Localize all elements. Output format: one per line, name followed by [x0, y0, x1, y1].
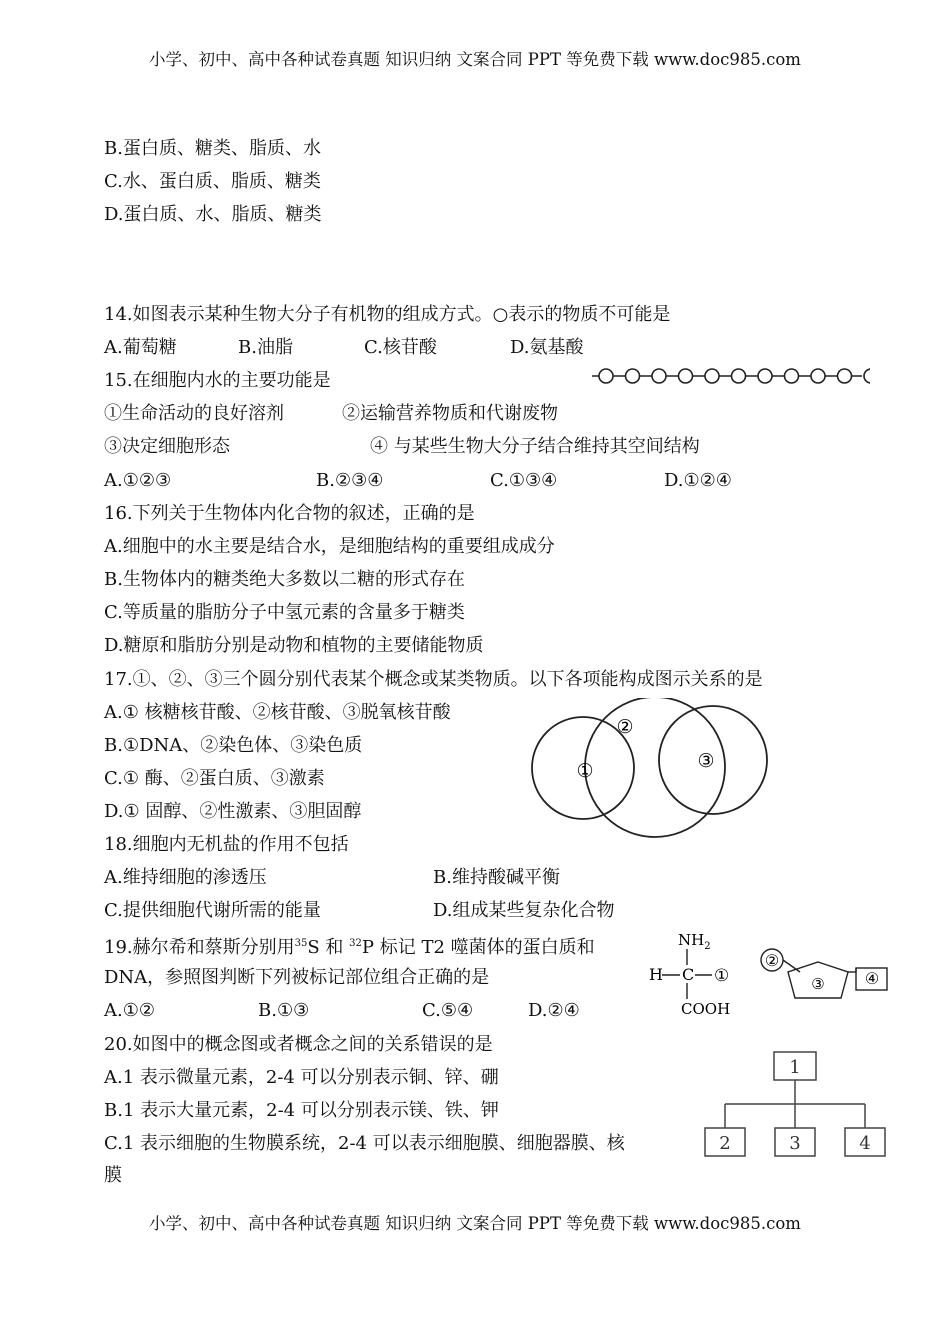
q14-option-d: D.氨基酸	[510, 337, 584, 358]
q15-option-a: A.①②③	[104, 470, 172, 491]
r-group-label: ①	[714, 966, 730, 986]
q16-option-c: C.等质量的脂肪分子中氢元素的含量多于糖类	[104, 602, 465, 623]
chain-monomer-circle	[626, 369, 640, 383]
q19-s-isotope: 35	[294, 938, 308, 949]
q15-statement-4: ④ 与某些生物大分子结合维持其空间结构	[370, 436, 700, 457]
amino-group-label: $NH_2$	[678, 931, 711, 952]
alpha-carbon-label: C	[682, 965, 695, 984]
page-header: 小学、初中、高中各种试卷真题 知识归纳 文案合同 PPT 等免费下载 www.doc985.com	[149, 50, 801, 69]
chain-monomer-circle	[652, 369, 666, 383]
q19-option-b: B.①③	[258, 1000, 310, 1021]
page-footer: 小学、初中、高中各种试卷真题 知识归纳 文案合同 PPT 等免费下载 www.doc985.com	[149, 1214, 801, 1233]
base-label: ④	[864, 969, 880, 988]
box-2-label: 2	[719, 1133, 731, 1154]
q16-option-b: B.生物体内的糖类绝大多数以二糖的形式存在	[104, 569, 465, 590]
q14-option-c: C.核苷酸	[364, 337, 437, 358]
q13-option-b: B.蛋白质、糖类、脂质、水	[104, 138, 321, 159]
phosphate-label: ②	[764, 951, 780, 970]
q13-option-c: C.水、蛋白质、脂质、糖类	[104, 171, 321, 192]
q13-option-d: D.蛋白质、水、脂质、糖类	[104, 204, 322, 225]
chain-monomer-circle	[705, 369, 719, 383]
q14-stem: 14.如图表示某种生物大分子有机物的组成方式。○表示的物质不可能是	[104, 304, 671, 325]
q20-concept-tree	[700, 1048, 890, 1160]
q18-option-d: D.组成某些复杂化合物	[433, 900, 615, 921]
box-3-label: 3	[789, 1133, 801, 1154]
q17-option-c: C.① 酶、②蛋白质、③激素	[104, 768, 325, 789]
q17-stem: 17.①、②、③三个圆分别代表某个概念或某类物质。以下各项能构成图示关系的是	[104, 669, 763, 690]
chain-monomer-circle	[811, 369, 825, 383]
q19-option-a: A.①②	[104, 1000, 155, 1021]
chain-monomer-circle	[679, 369, 693, 383]
sugar-label: ③	[811, 975, 825, 993]
q18-option-a: A.维持细胞的渗透压	[104, 867, 267, 888]
box-4-label: 4	[859, 1133, 871, 1154]
q14-option-a: A.葡萄糖	[104, 337, 177, 358]
q15-option-d: D.①②④	[664, 470, 732, 491]
q19-p-element: P 标记 T2 噬菌体的蛋白质和	[361, 937, 595, 958]
chain-monomer-circle	[864, 369, 870, 383]
q20-option-a: A.1 表示微量元素，2-4 可以分别表示铜、锌、硼	[104, 1067, 499, 1088]
q14-option-b: B.油脂	[238, 337, 293, 358]
chain-monomer-circle	[732, 369, 746, 383]
q19-option-d: D.②④	[528, 1000, 580, 1021]
q19-stem-prefix: 19.赫尔希和蔡斯分别用	[104, 937, 295, 958]
q19-nucleotide-figure	[758, 940, 890, 1008]
q14-chain-figure	[590, 364, 870, 390]
q15-statement-2: ②运输营养物质和代谢废物	[342, 403, 558, 424]
q20-option-c-cont: 膜	[104, 1165, 122, 1186]
q15-statement-3: ③决定细胞形态	[104, 436, 230, 457]
q16-option-a: A.细胞中的水主要是结合水，是细胞结构的重要组成成分	[104, 536, 555, 557]
q19-s-element: S 和	[307, 937, 344, 958]
q15-option-c: C.①③④	[490, 470, 558, 491]
circle-1-label: ①	[576, 760, 594, 782]
q20-option-c: C.1 表示细胞的生物膜系统，2-4 可以表示细胞膜、细胞器膜、核	[104, 1133, 625, 1154]
carboxyl-group-label: COOH	[681, 1000, 731, 1015]
q18-stem: 18.细胞内无机盐的作用不包括	[104, 834, 349, 855]
circle-3-label: ③	[697, 750, 715, 772]
q15-statement-1: ①生命活动的良好溶剂	[104, 403, 284, 424]
hydrogen-label: H	[649, 965, 663, 984]
q19-stem	[104, 932, 595, 960]
box-1-label: 1	[789, 1057, 801, 1078]
q19-option-c: C.⑤④	[422, 1000, 474, 1021]
chain-monomer-circle	[785, 369, 799, 383]
chain-monomer-circle	[758, 369, 772, 383]
circle-2-label: ②	[616, 716, 634, 738]
q18-option-b: B.维持酸碱平衡	[433, 867, 560, 888]
q15-option-b: B.②③④	[316, 470, 384, 491]
q20-option-b: B.1 表示大量元素，2-4 可以分别表示镁、铁、钾	[104, 1100, 499, 1121]
q17-option-a: A.① 核糖核苷酸、②核苷酸、③脱氧核苷酸	[104, 702, 451, 723]
q15-stem: 15.在细胞内水的主要功能是	[104, 370, 331, 391]
q17-circle-diagram	[525, 698, 775, 840]
q16-stem: 16.下列关于生物体内化合物的叙述，正确的是	[104, 503, 475, 524]
chain-monomer-circle	[599, 369, 613, 383]
q19-p-isotope: 32	[349, 938, 362, 949]
q16-option-d: D.糖原和脂肪分别是动物和植物的主要储能物质	[104, 635, 484, 656]
q20-stem: 20.如图中的概念图或者概念之间的关系错误的是	[104, 1034, 493, 1055]
q17-option-b: B.①DNA、②染色体、③染色质	[104, 735, 363, 756]
q19-amino-acid-figure	[640, 925, 740, 1015]
chain-monomer-circle	[838, 369, 852, 383]
q17-option-d: D.① 固醇、②性激素、③胆固醇	[104, 801, 362, 822]
q19-stem-line2: DNA，参照图判断下列被标记部位组合正确的是	[104, 967, 490, 988]
q18-option-c: C.提供细胞代谢所需的能量	[104, 900, 321, 921]
